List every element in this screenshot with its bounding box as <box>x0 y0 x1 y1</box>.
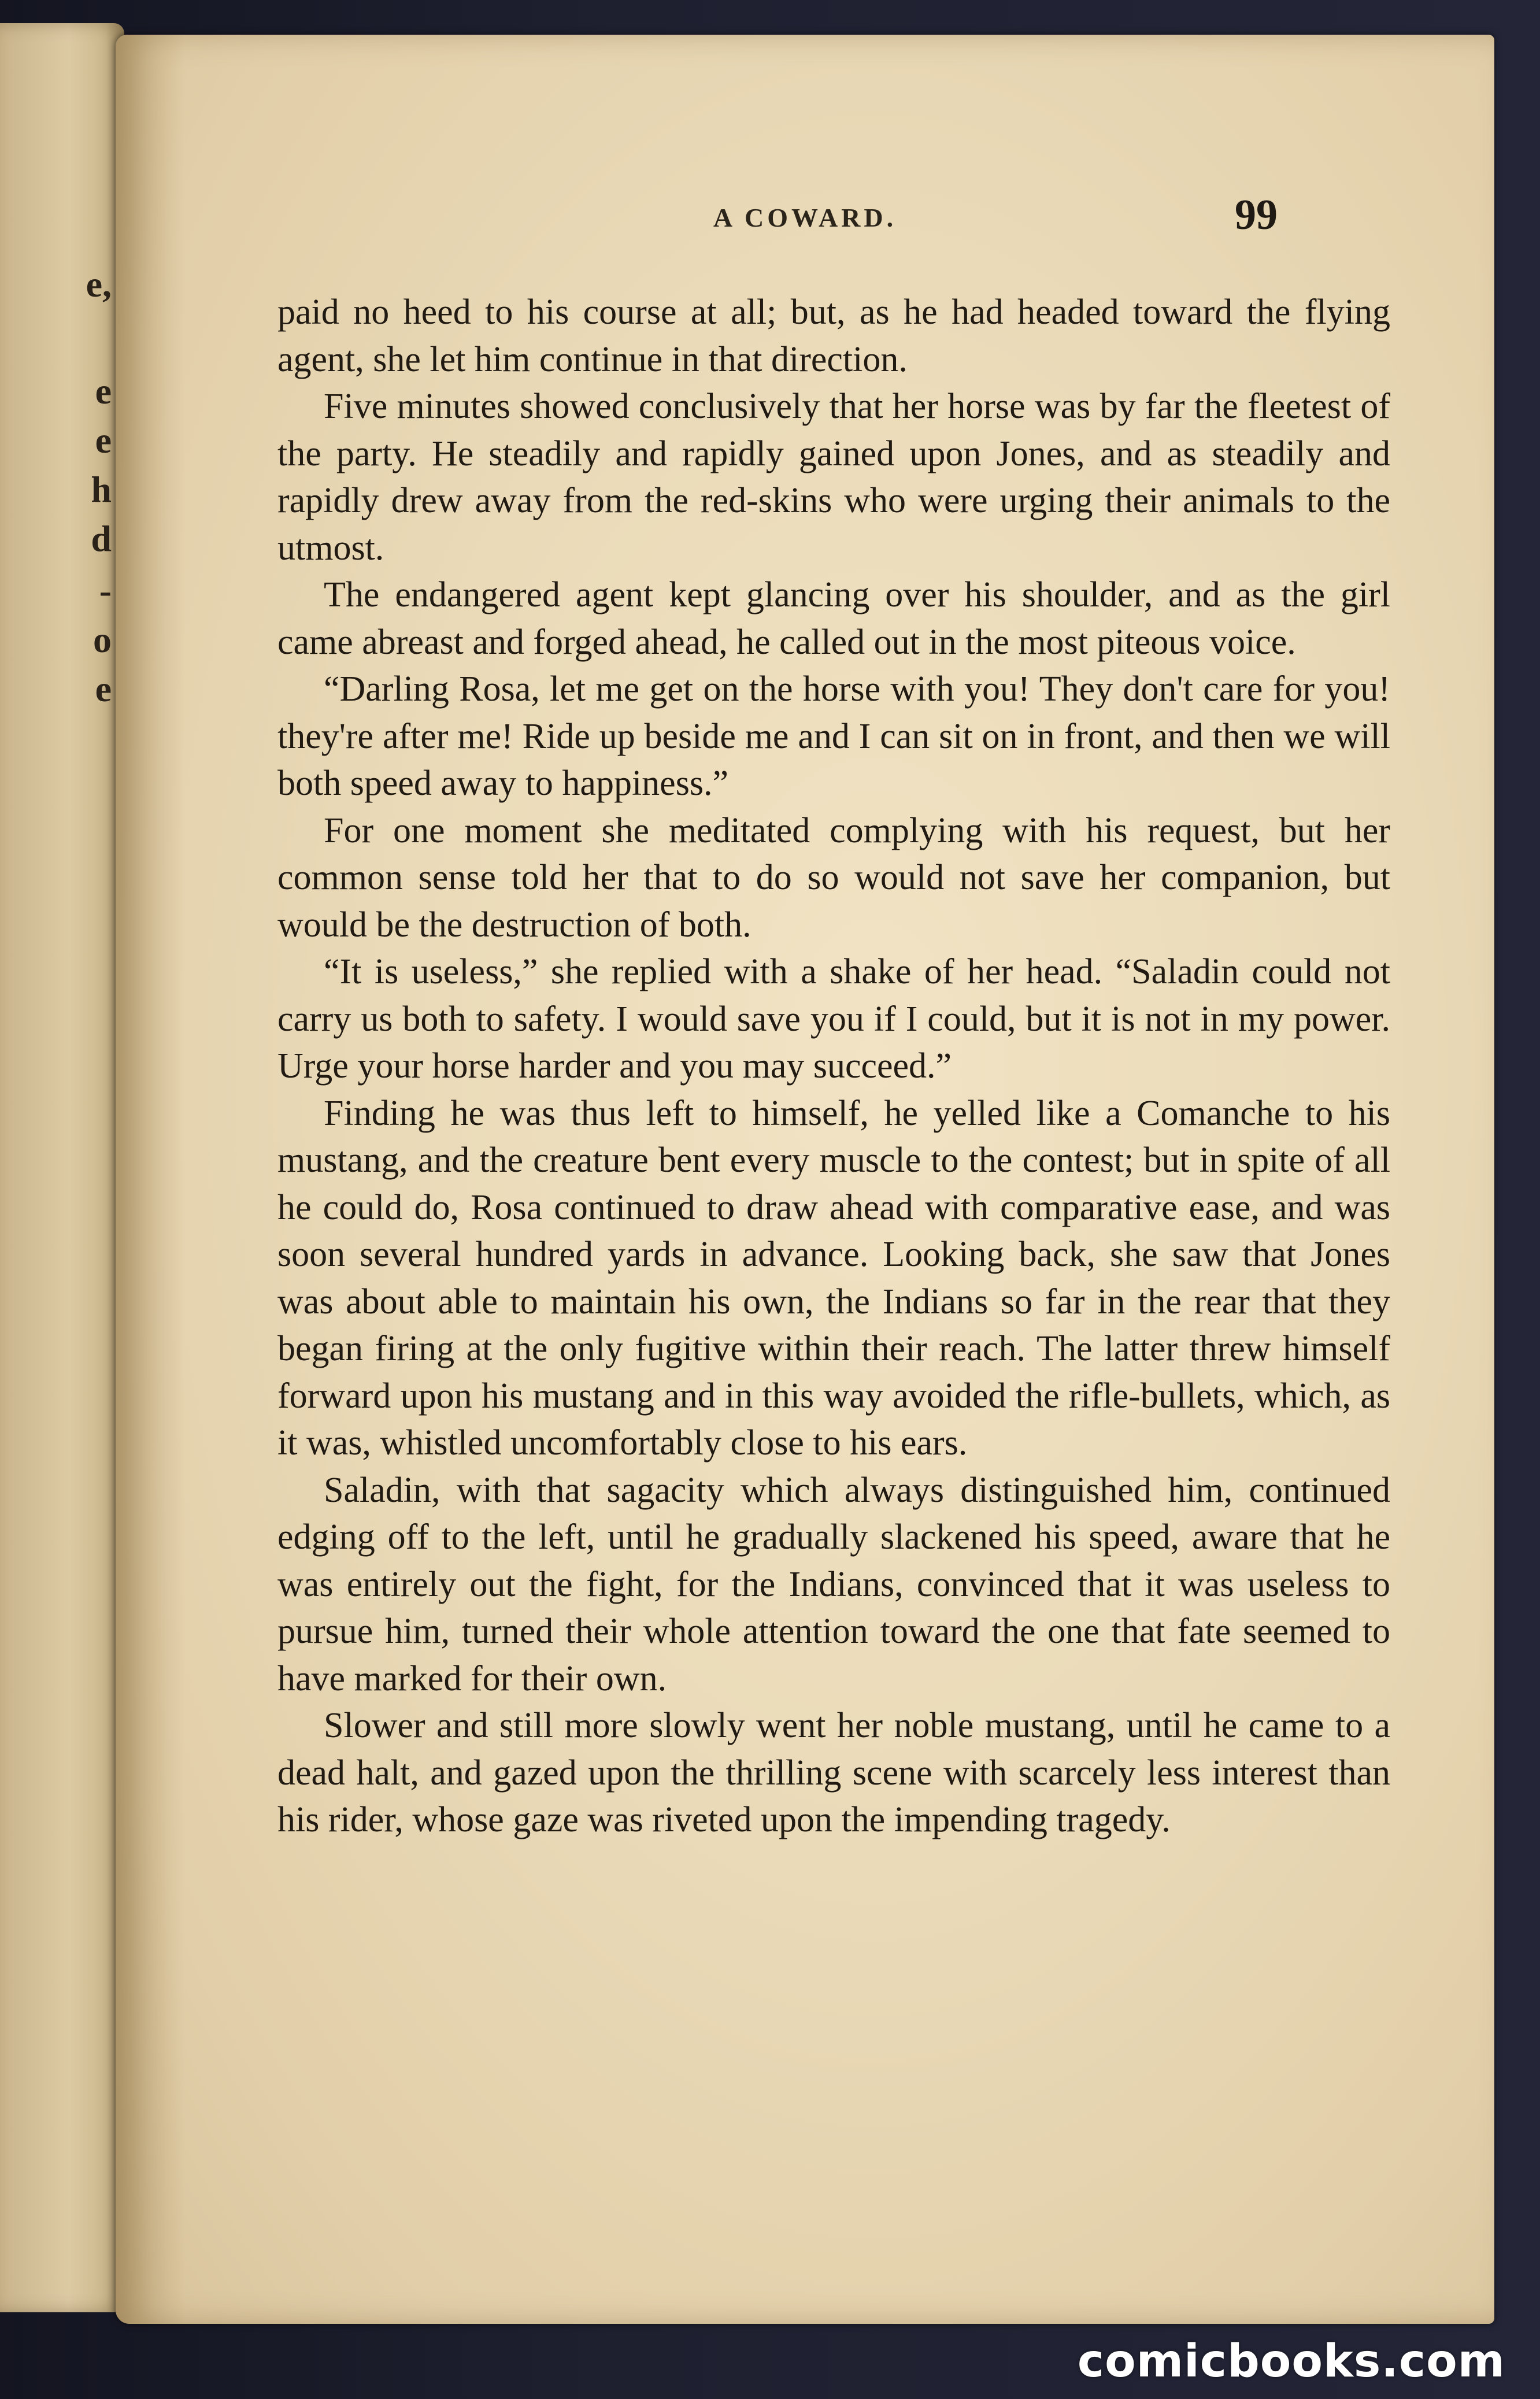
left-page-fragment: e <box>95 668 112 709</box>
left-page-fragment: d <box>91 518 112 559</box>
left-facing-page <box>0 23 124 2312</box>
left-page-fragment: e, <box>86 264 112 305</box>
paragraph: The endangered agent kept glancing over his shoulder, and as the girl came abreast and forged ahead, he called out in the most piteous voice. <box>277 575 1390 662</box>
book-page <box>116 35 1494 2324</box>
paragraph: Saladin, with that sagacity which always distinguished him, continued edging off to the left, until he gradually slackened his speed, aware that he was entirely out the fight, for the Indians, convinced that it was useless to pursue him, turned their whole attention toward the one that fate seemed to have marked for their own. <box>277 1470 1390 1698</box>
paragraph: “Darling Rosa, let me get on the horse with you! They don't care for you! they're after me! Ride up beside me and I can sit on in front, and then we will both speed away to happiness.” <box>277 669 1390 803</box>
paragraph: Finding he was thus left to himself, he yelled like a Comanche to his mustang, and the creature bent every muscle to the contest; but in spite of all he could do, Rosa continued to draw ahead with comparative ease, and was soon several hundred yards in advance. Looking back, she saw that Jones was about able to maintain his own, the Indians so far in the rear that they began firing at the only fugitive within their reach. The latter threw himself forward upon his mustang and in this way avoided the rifle-bullets, which, as it was, whistled uncomfortably close to his ears. <box>277 1093 1390 1463</box>
left-page-fragment: h <box>91 469 112 510</box>
running-head: A COWARD. <box>713 203 897 232</box>
paragraph: Slower and still more slowly went her noble mustang, until he came to a dead halt, and gazed upon the thrilling scene with scarcely less interest than his rider, whose gaze was riveted upon the impending tragedy. <box>277 1706 1390 1839</box>
body-text <box>277 289 1390 1844</box>
paragraph: “It is useless,” she replied with a shake of her head. “Saladin could not carry us both to safety. I would save you if I could, but it is not in my power. Urge your horse harder and you may succeed.” <box>277 952 1390 1086</box>
left-page-fragment: e <box>95 420 112 461</box>
paragraph: For one moment she meditated complying with his request, but her common sense told her that to do so would not save her companion, but would be the destruction of both. <box>277 810 1390 945</box>
paragraph: Five minutes showed conclusively that her horse was by far the fleetest of the party. He steadily and rapidly gained upon Jones, and as steadily and rapidly drew away from the red-skins who were urging their animals to the utmost. <box>277 387 1390 568</box>
left-page-fragment: e <box>95 371 112 412</box>
left-page-fragment: o <box>93 619 112 660</box>
page-number: 99 <box>1235 191 1278 239</box>
gutter-shadow <box>116 35 185 2324</box>
paragraph: paid no heed to his course at all; but, as he had headed toward the flying agent, she let him continue in that direction. <box>277 293 1390 379</box>
left-page-fragment: - <box>99 570 112 611</box>
watermark: comicbooks.com <box>1077 2335 1505 2387</box>
